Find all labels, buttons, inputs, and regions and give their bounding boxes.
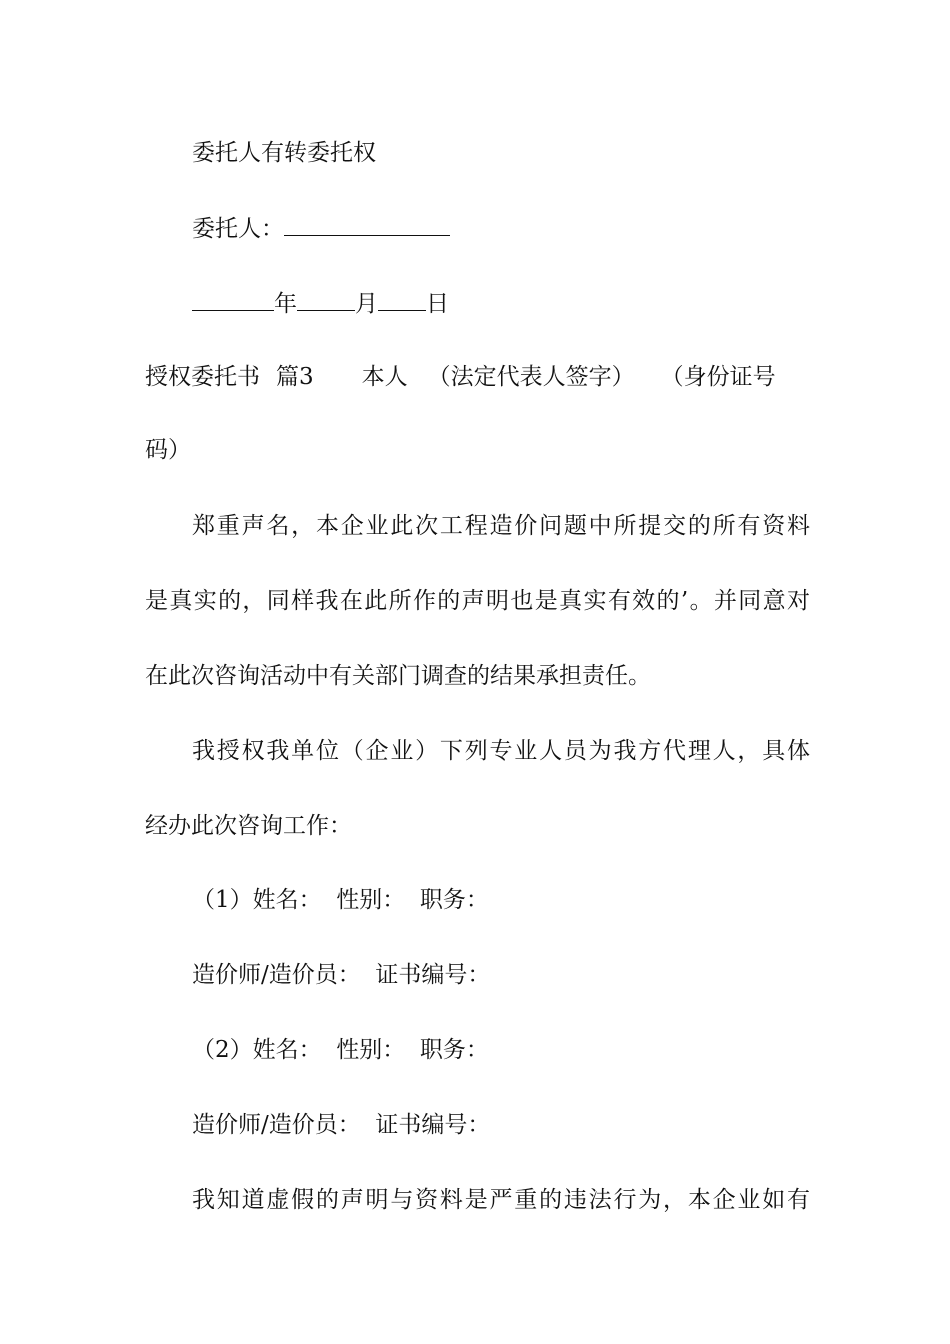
paragraph-line: [145, 435, 810, 465]
text-line: （2）姓名： 性别： 职务：: [192, 1037, 489, 1063]
day-label: 日: [426, 291, 449, 317]
paragraph-line: 郑重声名，本企业此次工程造价问题中所提交的所有资料: [192, 513, 810, 539]
text-line: 造价师/造价员： 证书编号：: [192, 1112, 491, 1138]
agent-1-info: [192, 885, 810, 915]
month-blank: [297, 288, 355, 311]
agent-1-cert: [192, 960, 810, 990]
section-title: 授权委托书: [145, 364, 260, 390]
agent-2-cert: [192, 1110, 810, 1140]
text-line: 造价师/造价员： 证书编号：: [192, 962, 491, 988]
text-line: 码）: [145, 437, 191, 463]
paragraph-line: 我授权我单位（企业）下列专业人员为我方代理人，具体: [192, 738, 810, 764]
month-label: 月: [355, 291, 378, 317]
year-blank: [192, 288, 274, 311]
principal-label: 委托人：: [192, 216, 284, 242]
section-number: 篇3: [276, 364, 314, 390]
text-fragment: （身份证号: [660, 364, 776, 390]
day-blank: [378, 288, 426, 311]
paragraph-line: [192, 138, 810, 168]
agent-2-info: [192, 1035, 810, 1065]
paragraph-line: [192, 213, 810, 244]
text-line: 经办此次咨询工作：: [145, 813, 352, 839]
year-label: 年: [274, 291, 297, 317]
text-line: 在此次咨询活动中有关部门调查的结果承担责任。: [145, 663, 651, 689]
text-fragment: （法定代表人签字）: [427, 364, 635, 390]
text-line: 委托人有转委托权: [192, 140, 376, 166]
text-line: （1）姓名： 性别： 职务：: [192, 887, 489, 913]
date-line: [192, 288, 810, 319]
text-fragment: 本人: [361, 364, 408, 390]
paragraph-line: [145, 661, 810, 691]
heading-line: [145, 362, 810, 392]
paragraph-line: 是真实的，同样我在此所作的声明也是真实有效的’。并同意对: [145, 588, 810, 614]
principal-signature-blank: [284, 213, 450, 236]
paragraph-line: 我知道虚假的声明与资料是严重的违法行为，本企业如有: [192, 1187, 810, 1213]
paragraph-line: [145, 811, 810, 841]
